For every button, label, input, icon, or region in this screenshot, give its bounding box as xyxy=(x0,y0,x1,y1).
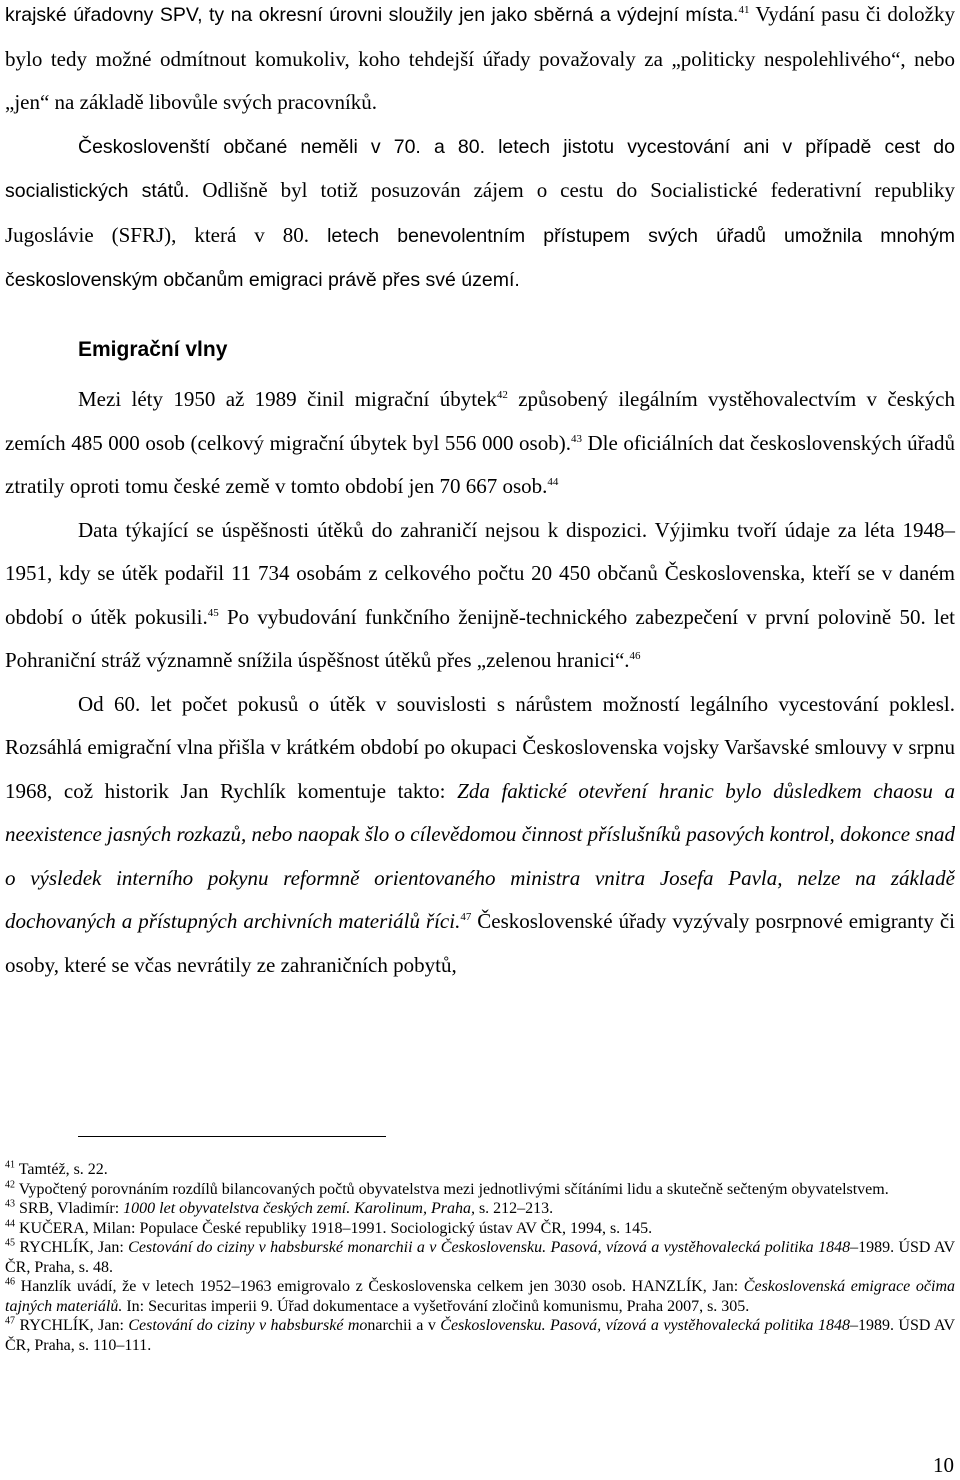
quotation: Zda faktické otevření hranic bylo důsledkem chaosu a neexistence jasných rozkazů, nebo naopak šlo o cílevědomou činnost příslušníků pasových kontrol, dokonce snad o výsledek interního pokynu reformně orientovaného ministra vnitra Josefa Pavla, nelze na základě dochovaných a přístupných archivních materiálů říci. xyxy=(5,778,955,933)
text-run: Po vybudování funkčního ženijně-technického zabezpečení v první polovině 50. let Pohraniční stráž významně snížila úspěšnost útěků přes „zelenou hranici“. xyxy=(5,604,955,672)
footnote-ref: 47 xyxy=(460,911,472,923)
footnote-ref: 45 xyxy=(207,606,219,619)
footnote-text: –1989. ÚSD AV ČR, Praha, s. 110–111. xyxy=(5,1317,956,1354)
footnote-number: 46 xyxy=(5,1276,15,1288)
paragraph xyxy=(5,0,955,125)
footnote xyxy=(5,1180,955,1200)
text-run: krajské úřadovny SPV, ty na okresní úrovni sloužily jen jako sběrná a výdejní místa. xyxy=(5,4,739,26)
main-text xyxy=(5,378,955,987)
paragraph xyxy=(5,378,955,509)
footnote-number: 43 xyxy=(5,1198,15,1210)
text-run: Dle oficiálních dat československých úřadů ztratily oproti tomu české země v tomto období jen 70 667 osob. xyxy=(5,430,955,498)
footnote-ref: 41 xyxy=(738,4,750,16)
footnote-text: –1989. ÚSD AV ČR, Praha, s. 48. xyxy=(5,1239,956,1276)
section-heading: Emigrační vlny xyxy=(78,338,228,361)
footnote-title: 1000 let obyvatelstva českých zemí. Karolinum, Praha, xyxy=(123,1200,475,1217)
footnote-ref: 44 xyxy=(547,476,559,488)
footnote-text: RYCHLÍK, Jan: xyxy=(19,1239,129,1256)
page-number: 10 xyxy=(933,1453,954,1477)
footnote xyxy=(5,1160,955,1180)
footnote xyxy=(5,1199,955,1219)
footnote-text: narchii a v xyxy=(367,1317,441,1334)
footnote-number: 42 xyxy=(5,1179,15,1191)
footnote-text: KUČERA, Milan: Populace České republiky 1918–1991. Sociologický ústav AV ČR, 1994, s. 145. xyxy=(19,1219,653,1237)
paragraph xyxy=(5,125,955,303)
text-run: letech benevolentním přístupem svých úřadů umožnila mnohým československým občanům emigraci právě přes své území. xyxy=(5,224,955,291)
footnotes xyxy=(5,1160,955,1355)
text-run: způsobený ilegálním vystěhovalectvím v českých zemích 485 000 osob (celkový migrační úbytek byl 556 000 osob). xyxy=(5,387,956,455)
footnote-number: 44 xyxy=(5,1218,15,1230)
text-run: Vydání pasu či doložky bylo tedy možné odmítnout komukoliv, koho tehdejší úřady považovaly za „politicky nespolehlivého“, nebo „jen“ na základě libovůle svých pracovníků. xyxy=(5,2,955,114)
text-run: Od 60. let počet pokusů o útěk v souvislosti s nárůstem možností legálního vycestování poklesl. Rozsáhlá emigrační vlna přišla v krátkém období po okupaci Československa vojsky Varšavské smlouvy v srpnu 1968, což historik Jan Rychlík komentuje takto: xyxy=(5,691,955,803)
footnote-ref: 46 xyxy=(629,650,641,662)
paragraph xyxy=(5,683,955,988)
footnote-title: Československu. Pasová, vízová a vystěhovalecká politika 1848 xyxy=(440,1317,850,1334)
text-run: Data týkající se úspěšnosti útěků do zahraničí nejsou k dispozici. Výjimku tvoří údaje za léta 1948–1951, kdy se útěk podařil 11 734 osobám z celkového počtu 20 450 občanů Československa, kteří se v daném období o útěk pokusili. xyxy=(5,517,955,629)
footnote-text: Vypočtený porovnáním rozdílů bilancovaných počtů obyvatelstva mezi jednotlivými sčítáními lidu a skutečně sečteným obyvatelstvem. xyxy=(18,1180,889,1198)
text-run: Mezi léty 1950 až 1989 činil migrační úbytek xyxy=(78,387,497,411)
footnote-text: In: Securitas imperii 9. Úřad dokumentace a vyšetřování zločinů komunismu, Praha 2007, s. 305. xyxy=(122,1297,750,1315)
text-run: Odlišně byl totiž posuzován zájem o cestu do Socialistické federativní republiky Jugoslávie (SFRJ), která v 80. xyxy=(5,178,955,247)
text-run: Českoslovenští občané neměli v 70. a 80. letech jistotu vycestování ani v případě cest do socialistických států. xyxy=(5,135,955,202)
footnote-separator xyxy=(78,1136,386,1137)
footnote-text: SRB, Vladimír: xyxy=(19,1200,124,1217)
footnote xyxy=(5,1277,955,1316)
footnote-ref: 43 xyxy=(570,432,582,445)
footnote-text: Tamtéž, s. 22. xyxy=(18,1161,108,1178)
footnote-title: Cestování do ciziny v habsburské mo xyxy=(128,1317,368,1334)
text-run: Československé úřady vyzývaly posrpnové emigranty či osoby, které se včas nevrátily ze zahraničních pobytů, xyxy=(5,909,955,977)
footnote-text: s. 212–213. xyxy=(474,1200,554,1217)
footnote-number: 41 xyxy=(5,1159,15,1171)
footnote-ref: 42 xyxy=(496,389,508,401)
footnote xyxy=(5,1219,955,1239)
footnote-text: Hanzlík uvádí, že v letech 1952–1963 emigrovalo z Československa celkem jen 3030 osob. HANZLÍK, Jan: xyxy=(20,1278,744,1295)
footnote-number: 45 xyxy=(5,1237,15,1249)
footnote xyxy=(5,1316,955,1355)
top-paragraphs xyxy=(5,0,955,303)
paragraph xyxy=(5,509,955,683)
footnote-text: RYCHLÍK, Jan: xyxy=(19,1317,129,1334)
footnote-number: 47 xyxy=(5,1315,15,1327)
footnote-title: Československá emigrace očima tajných materiálů. xyxy=(5,1278,956,1315)
footnote-title: Cestování do ciziny v habsburské monarchii a v Československu. Pasová, vízová a vystěhovalecká politika 1848 xyxy=(128,1239,851,1256)
footnote xyxy=(5,1238,955,1277)
